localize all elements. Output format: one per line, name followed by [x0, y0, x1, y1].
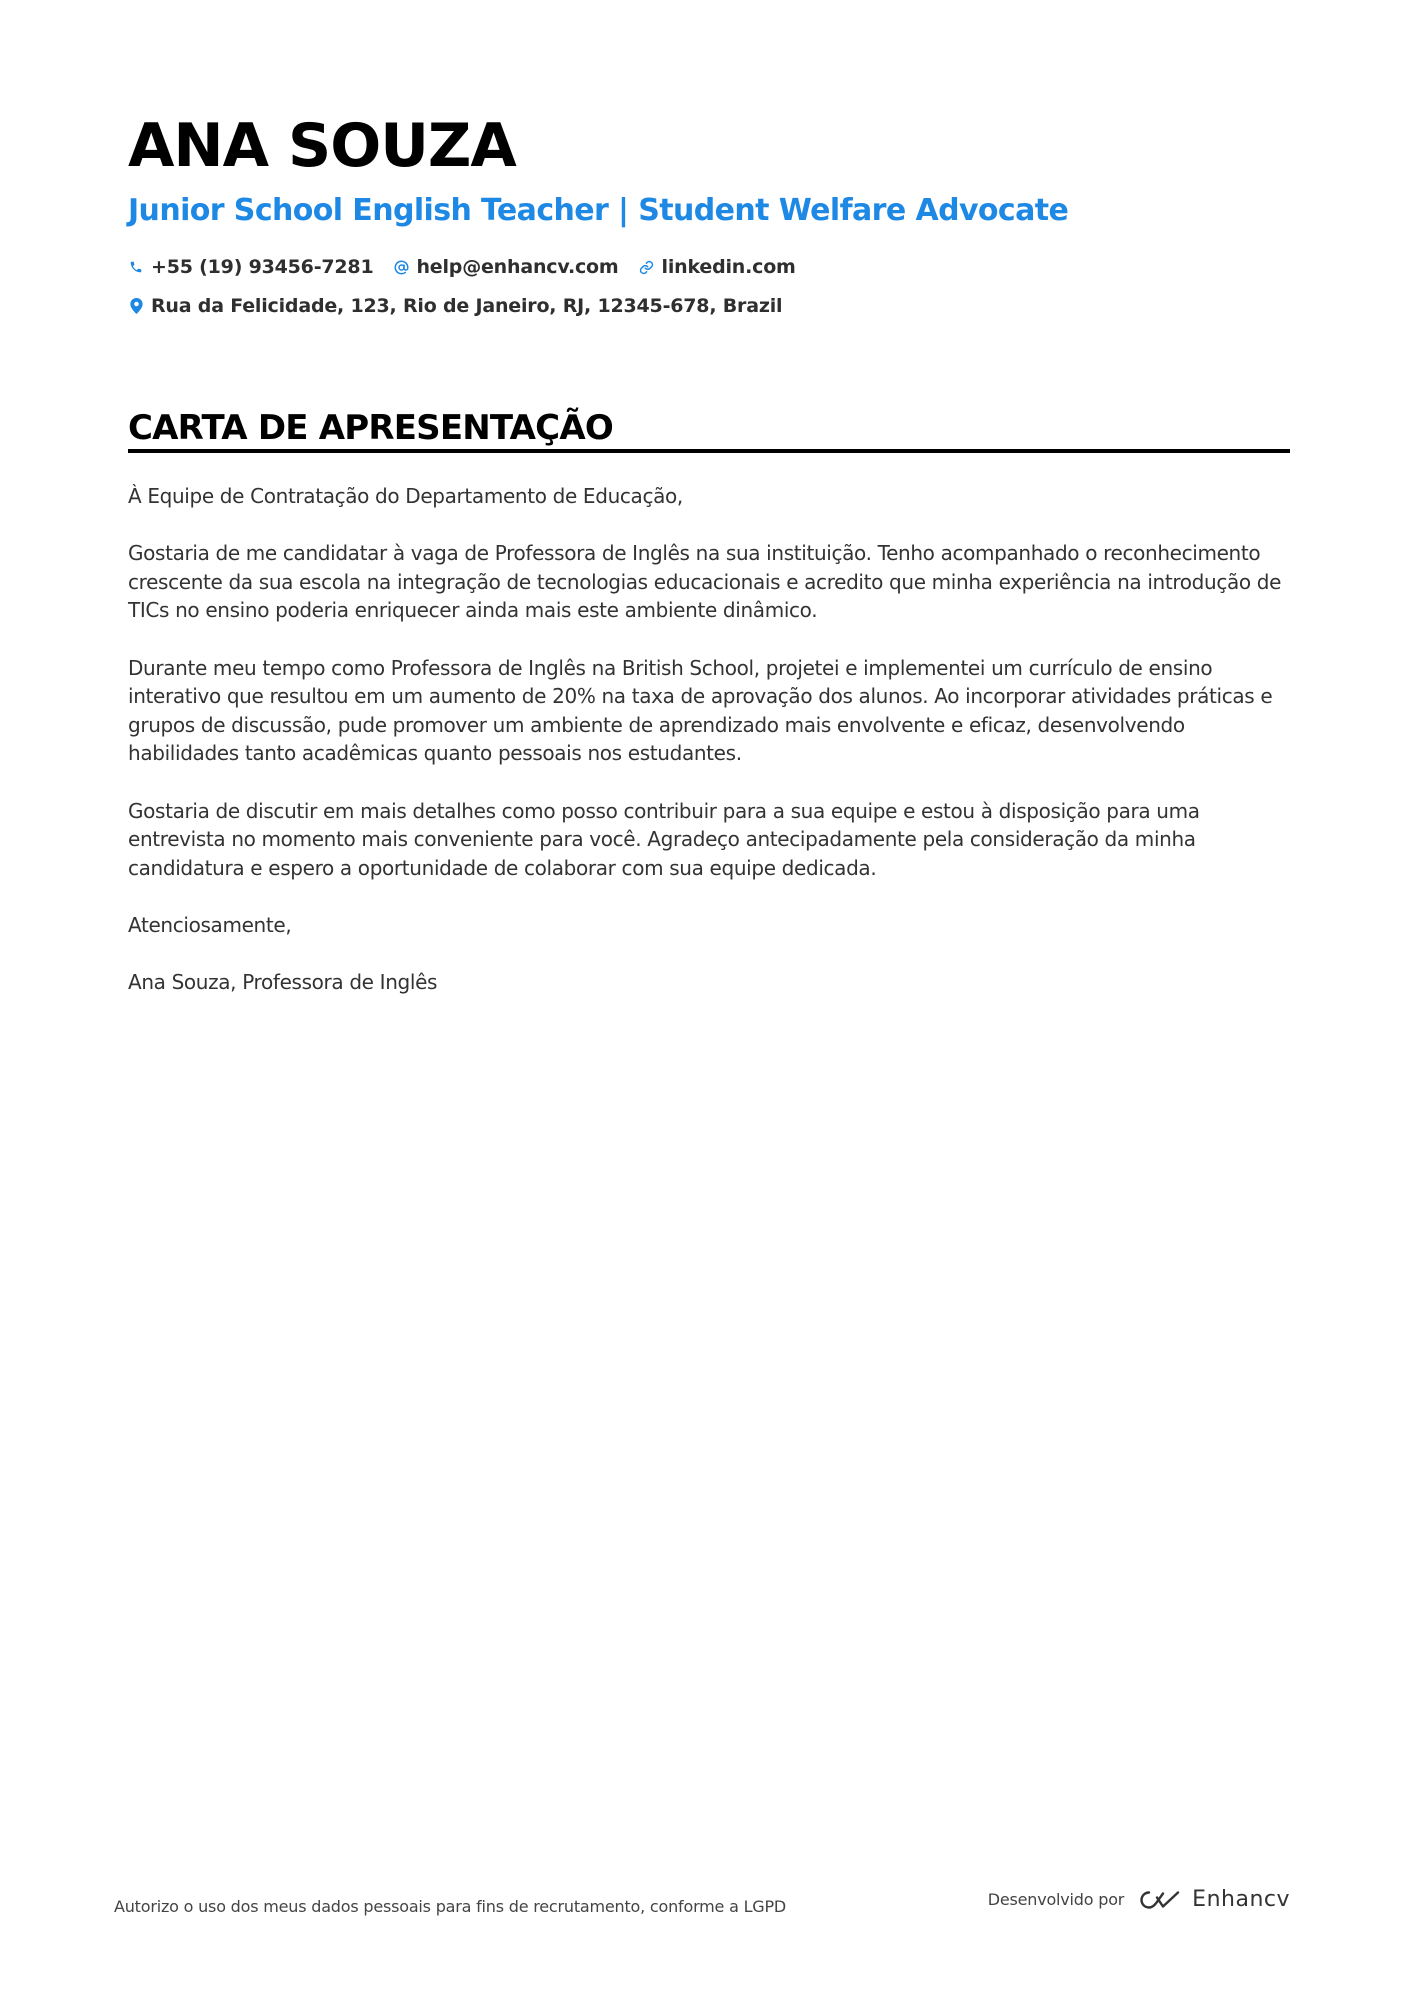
map-pin-icon: [128, 298, 144, 314]
at-sign-icon: [393, 259, 409, 275]
letter-greeting: À Equipe de Contratação do Departamento de Educação,: [128, 484, 683, 508]
email-link[interactable]: help@enhancv.com: [416, 256, 619, 278]
letter-closing: Atenciosamente,: [128, 912, 292, 937]
phone-text: +55 (19) 93456-7281: [151, 256, 374, 278]
section-divider: [128, 449, 1290, 453]
contact-email[interactable]: [393, 254, 618, 280]
footer-branding[interactable]: [988, 1886, 1290, 1914]
contact-address: [128, 293, 782, 319]
letter-paragraph: Gostaria de me candidatar à vaga de Professora de Inglês na sua instituição. Tenho acompanhado o reconhecimento crescente da sua escola na integração de tecnologias educacionais e acredito que minha experiência na introdução de TICs no ensino poderia enriquecer ainda mais este ambiente dinâmico.: [128, 541, 1282, 623]
letter-signature: Ana Souza, Professora de Inglês: [128, 970, 438, 995]
candidate-name: ANA SOUZA: [128, 111, 516, 181]
contact-row-primary: [128, 254, 816, 280]
link-icon: [639, 259, 655, 275]
contact-phone: [128, 254, 373, 280]
linkedin-link[interactable]: linkedin.com: [661, 256, 796, 278]
section-title: CARTA DE APRESENTAÇÃO: [128, 408, 613, 448]
cover-letter-body: [128, 482, 1290, 1025]
letter-paragraph: Gostaria de discutir em mais detalhes como posso contribuir para a sua equipe e estou à disposição para uma entrevista no momento mais conveniente para você. Agradeço antecipadamente pela consideração da minha candidatura e espero a oportunidade de colaborar com sua equipe dedicada.: [128, 798, 1200, 880]
phone-icon: [128, 259, 144, 275]
brand-name: Enhancv: [1192, 1887, 1290, 1912]
letter-paragraph: Durante meu tempo como Professora de Inglês na British School, projetei e implementei um currículo de ensino interativo que resultou em um aumento de 20% na taxa de aprovação dos alunos. Ao incorporar atividades práticas e grupos de discussão, pude promover um ambiente de aprendizado mais envolvente e eficaz, desenvolvendo habilidades tanto acadêmicas quanto pessoais nos estudantes.: [128, 655, 1273, 766]
footer-consent-text: Autorizo o uso dos meus dados pessoais para fins de recrutamento, conforme a LGPD: [114, 1897, 787, 1916]
contact-link[interactable]: [639, 254, 796, 280]
contact-row-secondary: [128, 293, 802, 319]
candidate-headline: Junior School English Teacher | Student Welfare Advocate: [128, 193, 1069, 228]
enhancv-logo-icon: [1136, 1888, 1182, 1912]
address-text: Rua da Felicidade, 123, Rio de Janeiro, RJ, 12345-678, Brazil: [151, 295, 783, 317]
powered-by-text: Desenvolvido por: [987, 1890, 1125, 1909]
